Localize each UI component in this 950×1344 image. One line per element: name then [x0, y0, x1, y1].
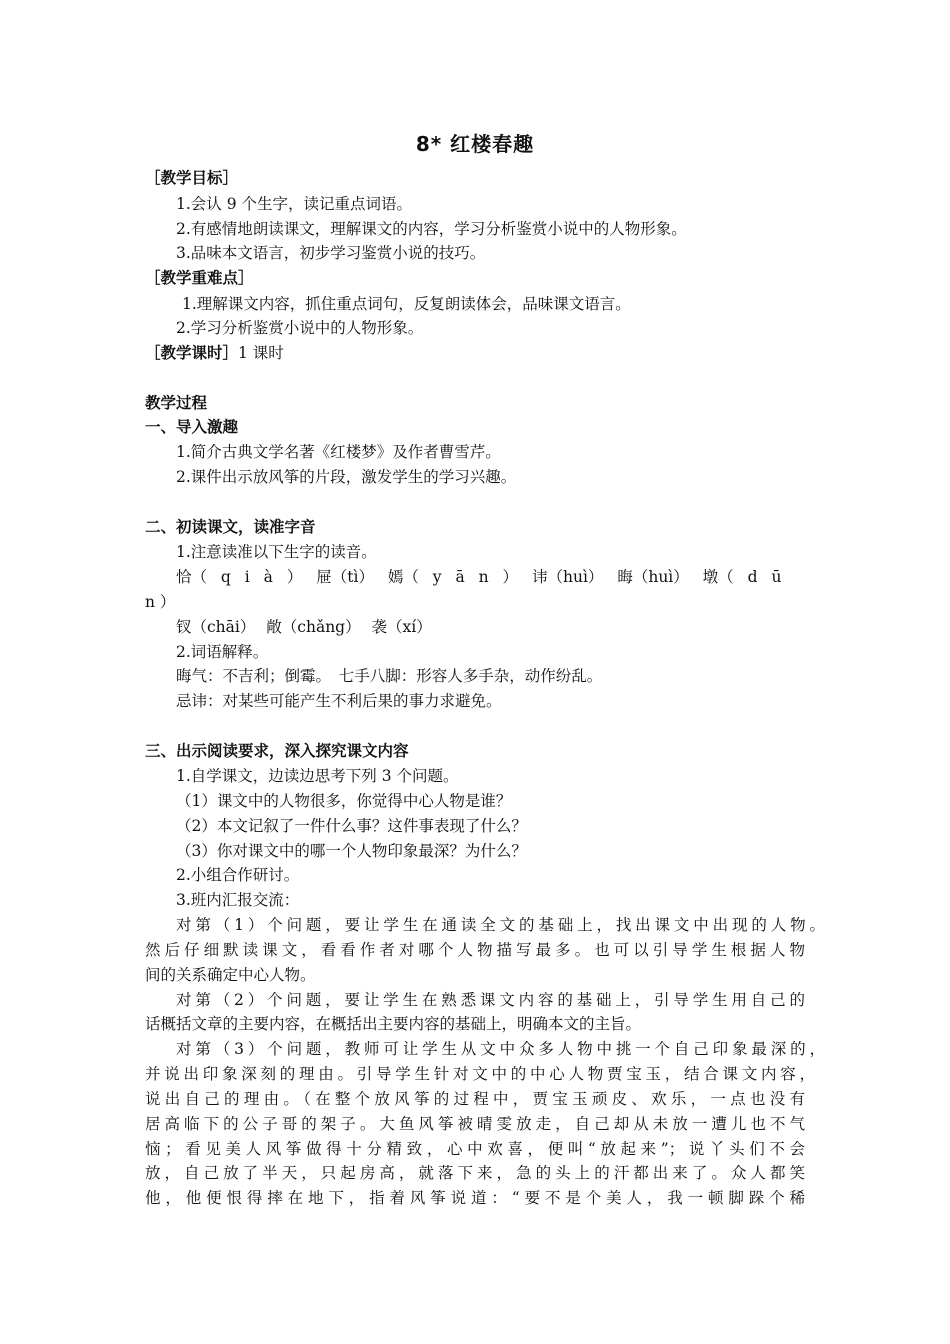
key-point-item-1: 1.理解课文内容，抓住重点词句，反复朗读体会，品味课文语言。: [182, 295, 631, 313]
key-points-header: ［教学重难点］: [145, 269, 254, 287]
paragraph-3-line-7: 他，他便恨得摔在地下，指着风筝说道：“要不是个美人，我一顿脚跺个稀: [145, 1189, 805, 1207]
pinyin-line-1: 恰（ q i à ） 屉（tì） 嫣（ y ā n ） 讳（huì） 晦（huì） 墩（ d ū: [176, 568, 782, 586]
definition-2: 忌讳：对某些可能产生不利后果的事力求避免。: [176, 692, 502, 710]
page-title: 8* 红楼春趣: [415, 132, 535, 156]
section3-item-3: 3.班内汇报交流：: [176, 891, 300, 909]
section1-item-2: 2.课件出示放风筝的片段，激发学生的学习兴趣。: [176, 468, 517, 486]
periods-header: ［教学课时］: [145, 344, 239, 362]
process-title: 教学过程: [145, 394, 208, 412]
question-2: （2）本文记叙了一件什么事？这件事表现了什么？: [176, 817, 527, 835]
paragraph-1-line-1: 对第（1）个问题，要让学生在通读全文的基础上，找出课文中出现的人物。: [176, 916, 825, 934]
goal-item-1: 1.会认 9 个生字，读记重点词语。: [176, 195, 413, 213]
key-point-item-2: 2.学习分析鉴赏小说中的人物形象。: [176, 319, 424, 337]
question-1: （1）课文中的人物很多，你觉得中心人物是谁？: [176, 792, 512, 810]
goals-header: ［教学目标］: [145, 169, 239, 187]
goal-item-2: 2.有感情地朗读课文，理解课文的内容，学习分析鉴赏小说中的人物形象。: [176, 220, 687, 238]
paragraph-3-line-2: 并说出印象深刻的理由。引导学生针对文中的中心人物贾宝玉，结合课文内容，: [145, 1065, 815, 1083]
section1-heading: 一、导入激趣: [145, 418, 239, 436]
paragraph-3-line-1: 对第（3）个问题，教师可让学生从文中众多人物中挑一个自己印象最深的，: [176, 1040, 825, 1058]
question-3: （3）你对课文中的哪一个人物印象最深？为什么？: [176, 842, 527, 860]
paragraph-1-line-3: 间的关系确定中心人物。: [145, 966, 316, 984]
paragraph-2-line-1: 对第（2）个问题，要让学生在熟悉课文内容的基础上，引导学生用自己的: [176, 991, 805, 1009]
section2-item-2: 2.词语解释。: [176, 643, 269, 661]
definition-1: 晦气：不吉利；倒霉。 七手八脚：形容人多手杂，动作纷乱。: [176, 667, 603, 685]
section2-heading: 二、初读课文，读准字音: [145, 518, 316, 536]
paragraph-3-line-5: 恼；看见美人风筝做得十分精致，心中欢喜，便叫“放起来”；说丫头们不会: [145, 1140, 805, 1158]
pinyin-line-1-wrap: n ）: [145, 593, 176, 611]
section3-item-2: 2.小组合作研讨。: [176, 866, 300, 884]
section2-item-1: 1.注意读准以下生字的读音。: [176, 543, 377, 561]
paragraph-3-line-4: 居高临下的公子哥的架子。大鱼风筝被晴雯放走，自己却从未放一遭儿也不气: [145, 1115, 805, 1133]
periods-value: 1 课时: [238, 344, 284, 362]
section1-item-1: 1.简介古典文学名著《红楼梦》及作者曹雪芹。: [176, 443, 501, 461]
section3-heading: 三、出示阅读要求，深入探究课文内容: [145, 742, 409, 760]
pinyin-line-2: 钗（chāi） 敞（chǎng） 袭（xí）: [176, 618, 432, 636]
periods-line: [145, 343, 825, 363]
paragraph-1-line-2: 然后仔细默读课文，看看作者对哪个人物描写最多。也可以引导学生根据人物: [145, 941, 805, 959]
section3-item-1: 1.自学课文，边读边思考下列 3 个问题。: [176, 767, 459, 785]
paragraph-2-line-2: 话概括文章的主要内容，在概括出主要内容的基础上，明确本文的主旨。: [145, 1015, 642, 1033]
goal-item-3: 3.品味本文语言，初步学习鉴赏小说的技巧。: [176, 244, 486, 262]
paragraph-3-line-6: 放，自己放了半天，只起房高，就落下来，急的头上的汗都出来了。众人都笑: [145, 1164, 805, 1182]
paragraph-3-line-3: 说出自己的理由。（在整个放风筝的过程中，贾宝玉顽皮、欢乐，一点也没有: [145, 1090, 805, 1108]
